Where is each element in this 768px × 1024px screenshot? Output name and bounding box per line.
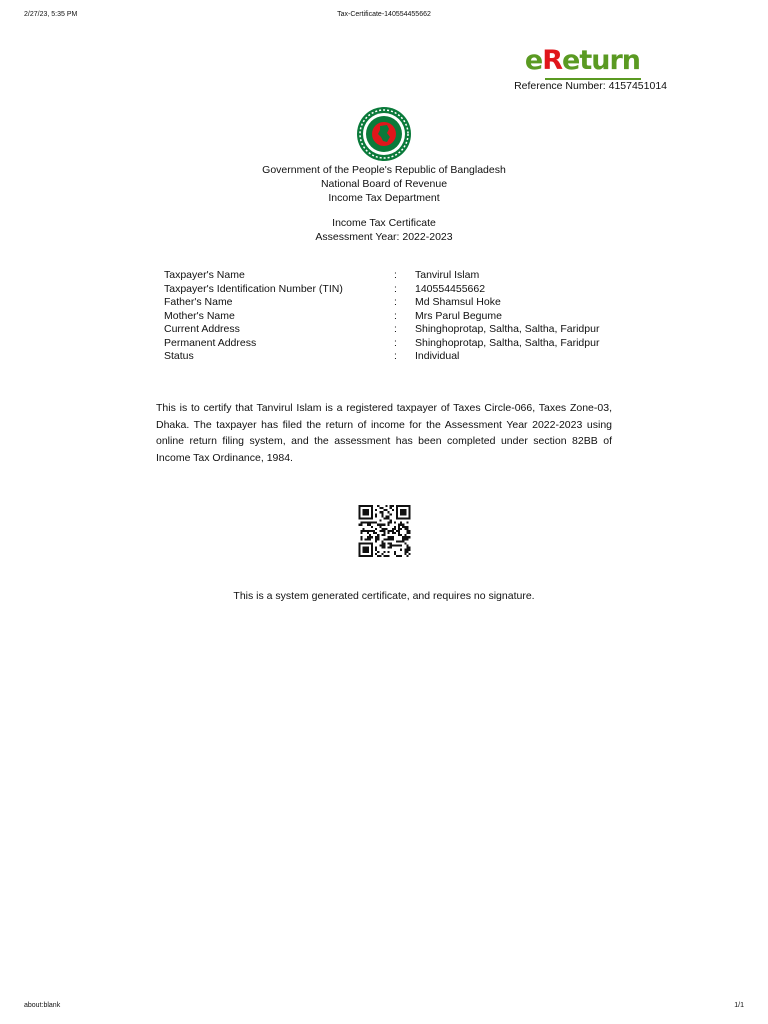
info-label: Father's Name	[164, 296, 233, 308]
info-label: Taxpayer's Identification Number (TIN)	[164, 282, 343, 295]
board-line: National Board of Revenue	[320, 178, 448, 190]
info-row	[164, 350, 599, 364]
info-separator: :	[394, 336, 397, 349]
logo-r: R	[542, 45, 563, 76]
info-label: Mother's Name	[164, 309, 235, 322]
info-separator: :	[394, 350, 397, 362]
government-line: Government of the People's Republic of Bangladesh	[262, 164, 506, 176]
ereturn-logo	[525, 47, 640, 74]
info-row	[164, 323, 599, 337]
certificate-heading	[0, 216, 768, 244]
certification-text: This is to certify that Tanvirul Islam is a registered taxpayer of Taxes Circle-066, Taxes Zone-03, Dhaka. The taxpayer has filed the return of income for the Assessment Year 2022-2023 using online return filing system, and the assessment has been completed under section 82BB of Income Tax Ordinance, 1984.	[156, 402, 612, 464]
print-footer-url: about:blank	[24, 1002, 61, 1009]
info-separator: :	[394, 323, 397, 335]
print-header-title: Tax-Certificate-140554455662	[337, 11, 431, 18]
info-value: Individual	[415, 350, 460, 362]
taxpayer-info-table	[164, 269, 599, 364]
info-separator: :	[394, 269, 397, 281]
info-value: Tanvirul Islam	[415, 269, 480, 281]
print-header-date: 2/27/23, 5:35 PM	[24, 11, 78, 18]
certificate-title: Income Tax Certificate	[332, 217, 436, 229]
print-footer-page: 1/1	[734, 1002, 744, 1009]
info-value: Md Shamsul Hoke	[415, 296, 501, 308]
info-row	[164, 283, 599, 297]
system-generated-note: This is a system generated certificate, and requires no signature.	[233, 590, 535, 602]
logo-e: e	[524, 45, 543, 76]
qr-code-icon	[357, 505, 412, 557]
reference-number: Reference Number: 4157451014	[514, 80, 667, 92]
info-row	[164, 269, 599, 283]
info-value: Shinghoprotap, Saltha, Saltha, Faridpur	[415, 336, 600, 349]
info-label: Taxpayer's Name	[164, 269, 245, 281]
info-label: Permanent Address	[164, 336, 257, 349]
info-value: Mrs Parul Begume	[415, 309, 502, 322]
government-header	[0, 163, 768, 205]
info-label: Status	[164, 350, 194, 362]
info-row	[164, 296, 599, 310]
info-separator: :	[394, 296, 397, 308]
logo-rest: eturn	[562, 45, 640, 76]
info-row	[164, 310, 599, 324]
info-value: 140554455662	[415, 282, 486, 295]
bangladesh-government-seal-icon	[356, 106, 412, 162]
info-separator: :	[394, 309, 397, 322]
department-line: Income Tax Department	[328, 192, 440, 204]
info-row	[164, 337, 599, 351]
assessment-year: Assessment Year: 2022-2023	[315, 231, 453, 243]
info-separator: :	[394, 282, 397, 295]
info-label: Current Address	[164, 323, 240, 335]
info-value: Shinghoprotap, Saltha, Saltha, Faridpur	[415, 323, 600, 335]
